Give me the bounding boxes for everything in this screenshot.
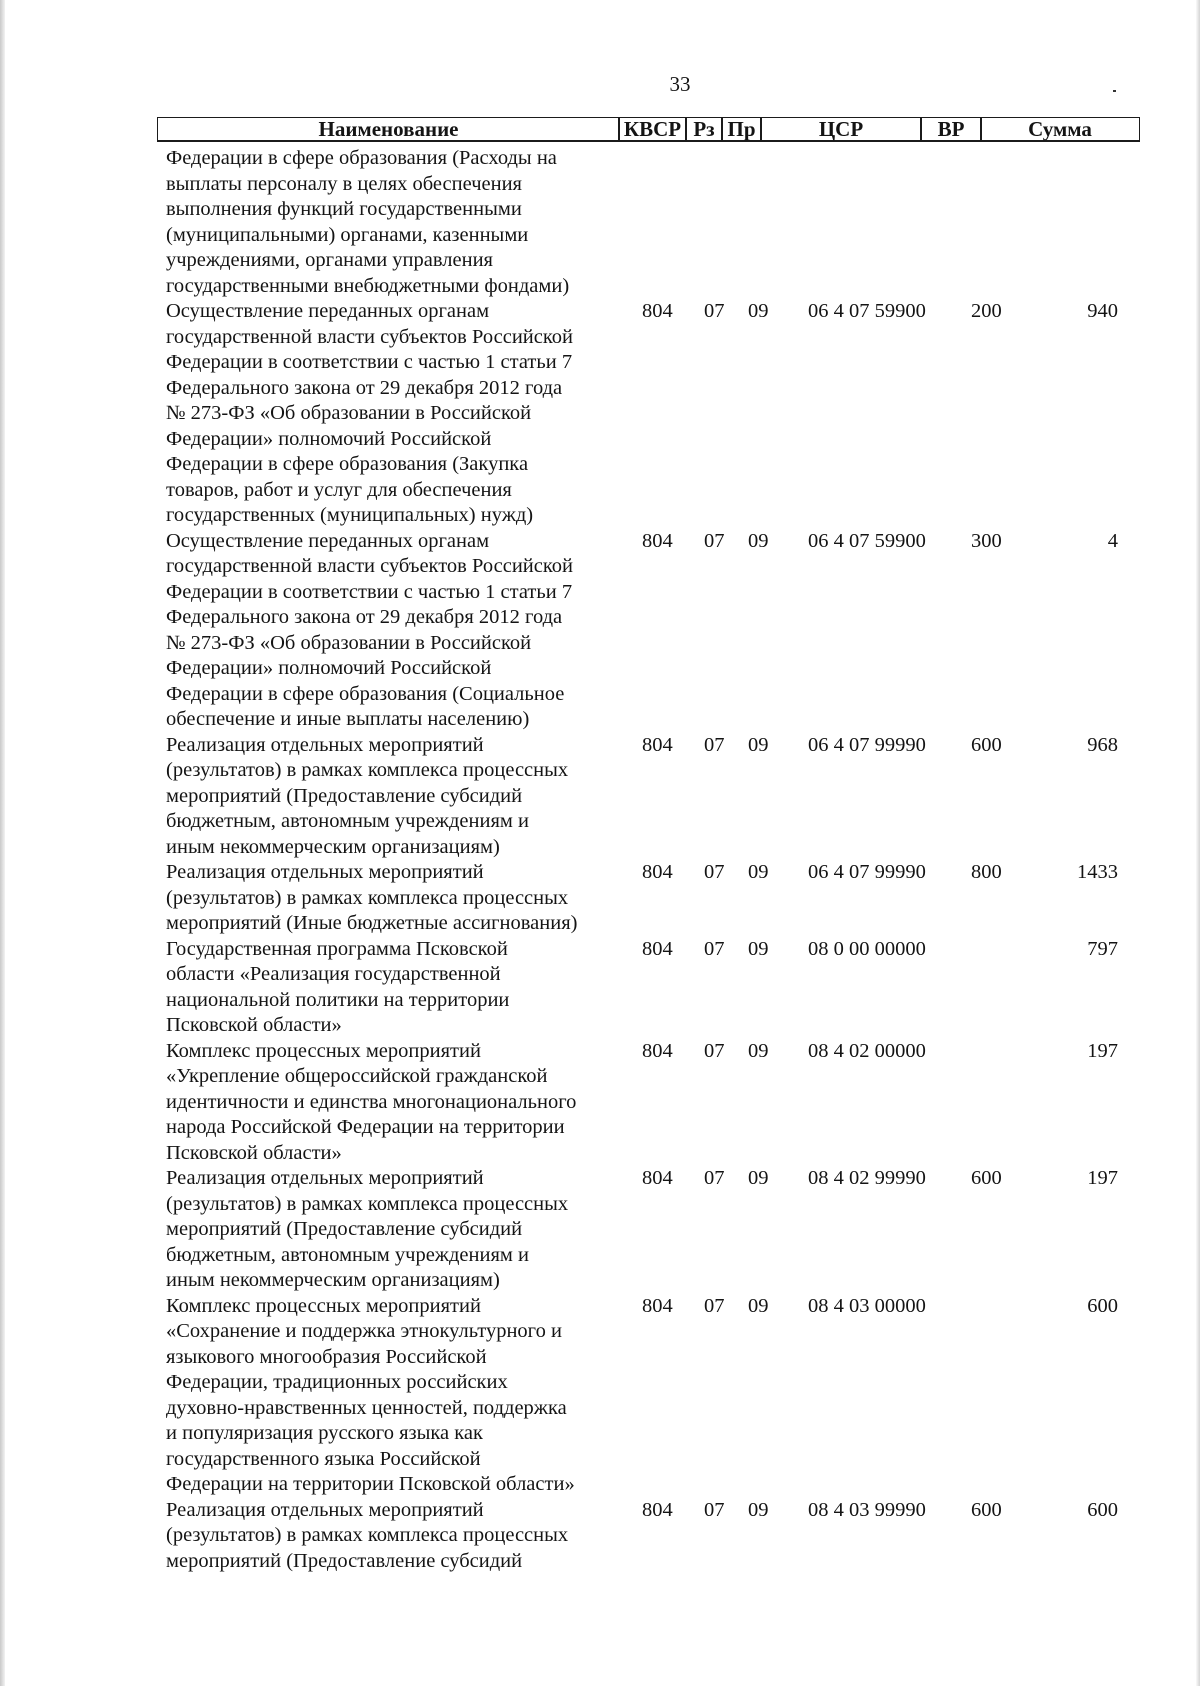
row-csr: 08 4 02 00000 xyxy=(808,1039,926,1062)
row-kvsr: 804 xyxy=(642,300,673,322)
row-name-line: № 273-ФЗ «Об образовании в Российской xyxy=(166,631,532,654)
row-name-line: и популяризация русского языка как xyxy=(166,1422,483,1444)
row-name xyxy=(166,937,626,1039)
row-name-line: государственной власти субъектов Российской xyxy=(166,325,574,348)
row-sum: 600 xyxy=(1087,1498,1118,1521)
row-name-line: Федерации в сфере образования (Социальное xyxy=(166,682,565,705)
row-pr: 09 xyxy=(748,1294,769,1317)
row-name-line: № 273-ФЗ «Об образовании в Российской xyxy=(166,402,532,424)
row-rz: 07 xyxy=(704,733,725,756)
header-kvsr: КВСР xyxy=(618,117,687,142)
row-name-line: духовно-нравственных ценностей, поддержка xyxy=(166,1396,567,1419)
row-name-line: выплаты персоналу в целях обеспечения xyxy=(166,172,522,195)
row-pr: 09 xyxy=(748,1498,769,1521)
row-pr: 09 xyxy=(748,937,769,960)
row-name-line: бюджетным, автономным учреждениям и xyxy=(166,1243,529,1266)
row-csr: 06 4 07 59900 xyxy=(808,300,926,322)
row-name-line: Комплекс процессных мероприятий xyxy=(166,1294,481,1317)
row-name-line: мероприятий (Предоставление субсидий xyxy=(166,784,523,807)
row-name-line: языкового многообразия Российской xyxy=(166,1345,487,1368)
row-kvsr: 804 xyxy=(642,1294,673,1317)
row-rz: 07 xyxy=(704,1167,725,1189)
row-rz: 07 xyxy=(704,1498,725,1521)
row-csr: 06 4 07 99990 xyxy=(808,733,926,756)
table-row xyxy=(0,937,1200,1039)
row-name-line: Федерального закона от 29 декабря 2012 года xyxy=(166,376,563,399)
row-name-line: (результатов) в рамках комплекса процессных xyxy=(166,759,569,781)
row-name-line: (муниципальными) органами, казенными xyxy=(166,223,529,246)
row-name-line: Реализация отдельных мероприятий xyxy=(166,733,484,756)
row-name-line: Комплекс процессных мероприятий xyxy=(166,1039,481,1062)
row-kvsr: 804 xyxy=(642,861,673,883)
row-rz: 07 xyxy=(704,1039,725,1062)
table-row xyxy=(0,1498,1200,1575)
row-pr: 09 xyxy=(748,733,769,756)
table-row xyxy=(0,860,1200,937)
row-name-line: государственных (муниципальных) нужд) xyxy=(166,504,534,526)
row-name-line: народа Российской Федерации на территории xyxy=(166,1116,565,1138)
row-pr: 09 xyxy=(748,300,769,322)
row-csr: 08 4 02 99990 xyxy=(808,1167,926,1189)
row-name-line: Государственная программа Псковской xyxy=(166,937,508,960)
row-rz: 07 xyxy=(704,861,725,883)
header-rz: Рз xyxy=(685,117,723,142)
row-sum: 197 xyxy=(1087,1039,1118,1062)
table-row xyxy=(0,1166,1200,1294)
row-sum: 797 xyxy=(1087,937,1118,960)
row-name-line: Федерации в сфере образования (Закупка xyxy=(166,453,529,475)
row-name-line: Федерации на территории Псковской области» xyxy=(166,1473,575,1495)
row-csr: 06 4 07 59900 xyxy=(808,529,926,552)
row-name-line: «Сохранение и поддержка этнокультурного и xyxy=(166,1320,562,1342)
page-number: 33 xyxy=(669,72,691,96)
row-name-line: Реализация отдельных мероприятий xyxy=(166,861,484,883)
row-name-line: бюджетным, автономным учреждениям и xyxy=(166,810,529,832)
row-pr: 09 xyxy=(748,1167,769,1189)
row-name xyxy=(166,1039,626,1167)
row-kvsr: 804 xyxy=(642,1498,673,1521)
row-name-line: мероприятий (Предоставление субсидий xyxy=(166,1218,523,1240)
row-pr: 09 xyxy=(748,529,769,552)
row-rz: 07 xyxy=(704,937,725,960)
row-name-line: Псковской области» xyxy=(166,1014,342,1036)
row-name-line: государственными внебюджетными фондами) xyxy=(166,274,570,297)
row-name-line: Псковской области» xyxy=(166,1141,342,1164)
row-name xyxy=(166,1294,626,1498)
row-kvsr: 804 xyxy=(642,529,673,552)
row-kvsr: 804 xyxy=(642,1167,673,1189)
header-pr: Пр xyxy=(721,117,762,142)
row-name xyxy=(166,733,626,861)
row-name xyxy=(166,299,626,529)
row-name-line: выполнения функций государственными xyxy=(166,198,522,220)
row-vr: 800 xyxy=(971,861,1002,883)
row-pr: 09 xyxy=(748,861,769,883)
row-vr: 600 xyxy=(971,1167,1002,1189)
row-sum: 1433 xyxy=(1077,861,1118,883)
row-name-line: Федерации в соответствии с частью 1 статьи 7 xyxy=(166,351,573,373)
row-vr: 200 xyxy=(971,300,1002,322)
row-name-line: товаров, работ и услуг для обеспечения xyxy=(166,478,512,501)
row-csr: 08 4 03 00000 xyxy=(808,1294,926,1317)
row-kvsr: 804 xyxy=(642,1039,673,1062)
row-name-line: Федерации в сфере образования (Расходы на xyxy=(166,147,557,169)
row-name-line: Осуществление переданных органам xyxy=(166,300,490,322)
table-body xyxy=(0,146,1200,1574)
row-kvsr: 804 xyxy=(642,733,673,756)
row-name-line: области «Реализация государственной xyxy=(166,963,501,985)
table-row xyxy=(0,146,1200,299)
row-vr: 300 xyxy=(971,529,1002,552)
row-csr: 08 0 00 00000 xyxy=(808,937,926,960)
row-name-line: государственного языка Российской xyxy=(166,1447,481,1470)
row-kvsr: 804 xyxy=(642,937,673,960)
table-row xyxy=(0,733,1200,861)
row-name xyxy=(166,1166,626,1294)
row-name-line: (результатов) в рамках комплекса процессных xyxy=(166,1192,569,1215)
table-header xyxy=(157,117,1138,144)
row-name-line: Федерации» полномочий Российской xyxy=(166,427,492,450)
row-name-line: обеспечение и иные выплаты населению) xyxy=(166,708,530,730)
row-name-line: Реализация отдельных мероприятий xyxy=(166,1498,484,1521)
header-vr: ВР xyxy=(920,117,982,142)
row-pr: 09 xyxy=(748,1039,769,1062)
row-name-line: (результатов) в рамках комплекса процессных xyxy=(166,886,569,909)
row-name-line: (результатов) в рамках комплекса процессных xyxy=(166,1524,569,1546)
header-csr: ЦСР xyxy=(760,117,922,142)
scan-speck xyxy=(1113,90,1116,92)
row-name-line: Федерации, традиционных российских xyxy=(166,1371,508,1393)
row-rz: 07 xyxy=(704,1294,725,1317)
row-sum: 940 xyxy=(1087,300,1118,322)
table-row xyxy=(0,1039,1200,1167)
row-sum: 600 xyxy=(1087,1294,1118,1317)
row-vr: 600 xyxy=(971,1498,1002,1521)
row-name-line: учреждениями, органами управления xyxy=(166,249,493,271)
row-csr: 08 4 03 99990 xyxy=(808,1498,926,1521)
table-row xyxy=(0,299,1200,529)
table-row xyxy=(0,1294,1200,1498)
row-name-line: Осуществление переданных органам xyxy=(166,529,490,552)
row-name xyxy=(166,860,626,937)
row-csr: 06 4 07 99990 xyxy=(808,861,926,883)
row-name xyxy=(166,146,626,299)
row-sum: 4 xyxy=(1107,529,1118,552)
row-name-line: мероприятий (Иные бюджетные ассигнования) xyxy=(166,912,578,934)
row-vr: 600 xyxy=(971,733,1002,756)
row-rz: 07 xyxy=(704,529,725,552)
row-name-line: Реализация отдельных мероприятий xyxy=(166,1167,484,1189)
row-name-line: «Укрепление общероссийской гражданской xyxy=(166,1065,548,1087)
row-name xyxy=(166,1498,626,1575)
row-name-line: государственной власти субъектов Российской xyxy=(166,555,574,577)
row-sum: 968 xyxy=(1087,733,1118,756)
row-name-line: национальной политики на территории xyxy=(166,988,510,1011)
row-rz: 07 xyxy=(704,300,725,322)
row-name-line: Федерации» полномочий Российской xyxy=(166,657,492,679)
header-name: Наименование xyxy=(157,117,620,142)
header-sum: Сумма xyxy=(980,117,1140,142)
row-name-line: идентичности и единства многонационального xyxy=(166,1090,577,1113)
row-name-line: мероприятий (Предоставление субсидий xyxy=(166,1549,523,1572)
table-row xyxy=(0,529,1200,733)
row-name-line: иным некоммерческим организациям) xyxy=(166,835,500,858)
row-name-line: Федерального закона от 29 декабря 2012 года xyxy=(166,606,563,628)
row-name-line: иным некоммерческим организациям) xyxy=(166,1269,500,1291)
row-name-line: Федерации в соответствии с частью 1 статьи 7 xyxy=(166,580,573,603)
row-sum: 197 xyxy=(1087,1167,1118,1189)
row-name xyxy=(166,529,626,733)
